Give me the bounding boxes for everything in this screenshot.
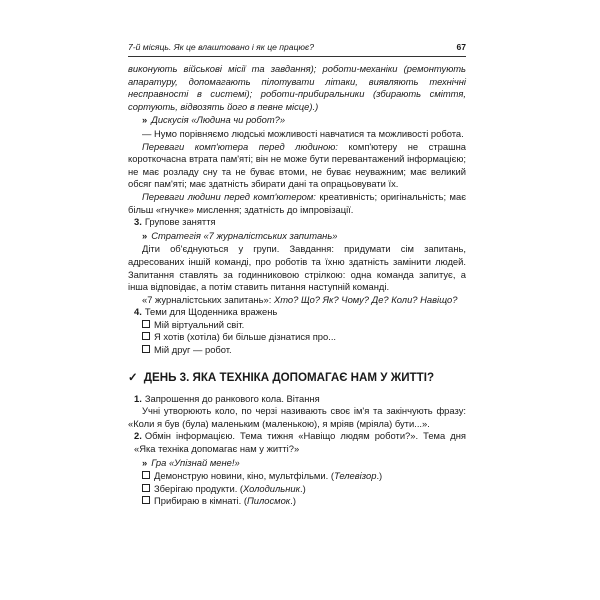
game-item-text: Зберігаю продукти. (: [154, 482, 244, 494]
questions-label: «7 журналістських запитань»:: [142, 293, 274, 305]
day-3-heading: [128, 371, 466, 385]
day-item-2-number: 2.: [134, 430, 142, 442]
diary-topic: [128, 319, 466, 332]
diary-topic: [128, 344, 466, 357]
computer-advantages: [128, 141, 466, 191]
game-item-text: Прибираю в кімнаті. (: [154, 495, 247, 507]
strategy-heading: [128, 230, 466, 243]
game-item-end: .): [290, 495, 296, 507]
game-item: [128, 470, 466, 483]
item-3: [128, 216, 466, 229]
human-advantages-label: Переваги людини перед комп'ютером:: [142, 190, 316, 202]
checkbox-icon: [142, 332, 150, 340]
diary-topic: [128, 331, 466, 344]
day-item-1-number: 1.: [134, 392, 142, 404]
checkbox-icon: [142, 471, 150, 479]
strategy-label: Стратегія «7 журналістських запитань»: [151, 229, 338, 241]
game-item-text: Демонструю новини, кіно, мультфільми. (: [154, 470, 334, 482]
day-item-1-body: Учні утворюють коло, по черзі називають своє ім'я та закінчують фразу: «Коли я був (була) маленьким (маленькою), я мріяв (мріяла) бути...».: [128, 405, 466, 429]
game-label: Гра «Упізнай мене!»: [151, 456, 240, 468]
item-3-text: Групове заняття: [144, 216, 216, 228]
diary-topic-text: Мій друг — робот.: [154, 344, 232, 356]
game-item-answer: Холодильник: [243, 482, 300, 494]
diary-topic-text: Я хотів (хотіла) би більше дізнатися про...: [154, 331, 337, 343]
checkbox-icon: [142, 345, 150, 353]
diary-topic-text: Мій віртуальний світ.: [154, 318, 245, 330]
checkbox-icon: [142, 496, 150, 504]
human-advantages: [128, 191, 466, 216]
paragraph-robot-types: виконують військові місії та завдання); роботи-механіки (ремонтують апаратуру, допомагають пілотувати літаки, виявляють технічні несправності в системі); роботи-прибиральники (збирають сміття, сортують, відвозять його в певне місце).): [128, 63, 466, 112]
discussion-text: — Нумо порівняємо людські можливості навчатися та можливості робота.: [142, 127, 464, 139]
arrow-icon: »: [142, 229, 148, 241]
discussion-label: Дискусія «Людина чи робот?»: [151, 114, 286, 126]
human-advantages-text: креативність; оригінальність; має більш «гнучке» мислення; здатність до імпровізації.: [128, 190, 466, 215]
computer-advantages-label: Переваги комп'ютера перед людиною:: [142, 140, 338, 152]
game-item: [128, 495, 466, 508]
checkbox-icon: [142, 320, 150, 328]
running-title: 7-й місяць. Як це влаштовано і як це працює?: [128, 42, 314, 52]
game-item-answer: Телевізор: [333, 470, 377, 482]
questions-line: [128, 294, 466, 307]
day-item-1: [128, 393, 466, 406]
questions-text: Хто? Що? Як? Чому? Де? Коли? Навіщо?: [273, 293, 458, 305]
game-heading: [128, 457, 466, 470]
game-item: [128, 483, 466, 496]
checkbox-icon: [142, 484, 150, 492]
game-item-answer: Пилосмок: [246, 495, 291, 507]
arrow-icon: »: [142, 456, 148, 468]
day-3-title: ДЕНЬ 3. ЯКА ТЕХНІКА ДОПОМАГАЄ НАМ У ЖИТТІ?: [143, 370, 435, 384]
game-item-end: .): [300, 482, 306, 494]
item-3-number: 3.: [134, 216, 142, 228]
day-item-2-text: Обмін інформацією. Тема тижня «Навіщо людям роботи?». Тема дня «Яка техніка допомагає нам у житті?»: [134, 430, 466, 455]
item-4-text: Теми для Щоденника вражень: [144, 306, 278, 318]
game-item-end: .): [376, 470, 383, 482]
checkmark-icon: ✓: [128, 370, 138, 384]
page-body: [128, 63, 466, 508]
arrow-icon: »: [142, 114, 148, 126]
discussion-heading: [128, 114, 466, 127]
day-item-2: [128, 430, 466, 455]
item-4-number: 4.: [134, 306, 142, 318]
day-item-1-text: Запрошення до ранкового кола. Вітання: [144, 392, 320, 404]
page-number: 67: [456, 42, 466, 52]
page-header: [128, 40, 466, 57]
computer-advantages-text: комп'ютеру не страшна короткочасна втрата пам'яті; він не може бути перевантажений інформацією; не має розладу сну та не буває втоми, не буває неуважним; має великий обсяг пам'яті; має здатність збирати дані та опрацьовувати їх.: [128, 140, 466, 190]
item-4: [128, 306, 466, 319]
group-task-text: Діти об'єднуються у групи. Завдання: придумати сім запитань, адресованих іншій команді, про роботів та їхню здатність замінити людей. Запитання ставлять за годинниковою стрілкою: одна команда запитує, а інша відповідає, а потім ставить питання наступній команді.: [128, 243, 466, 293]
